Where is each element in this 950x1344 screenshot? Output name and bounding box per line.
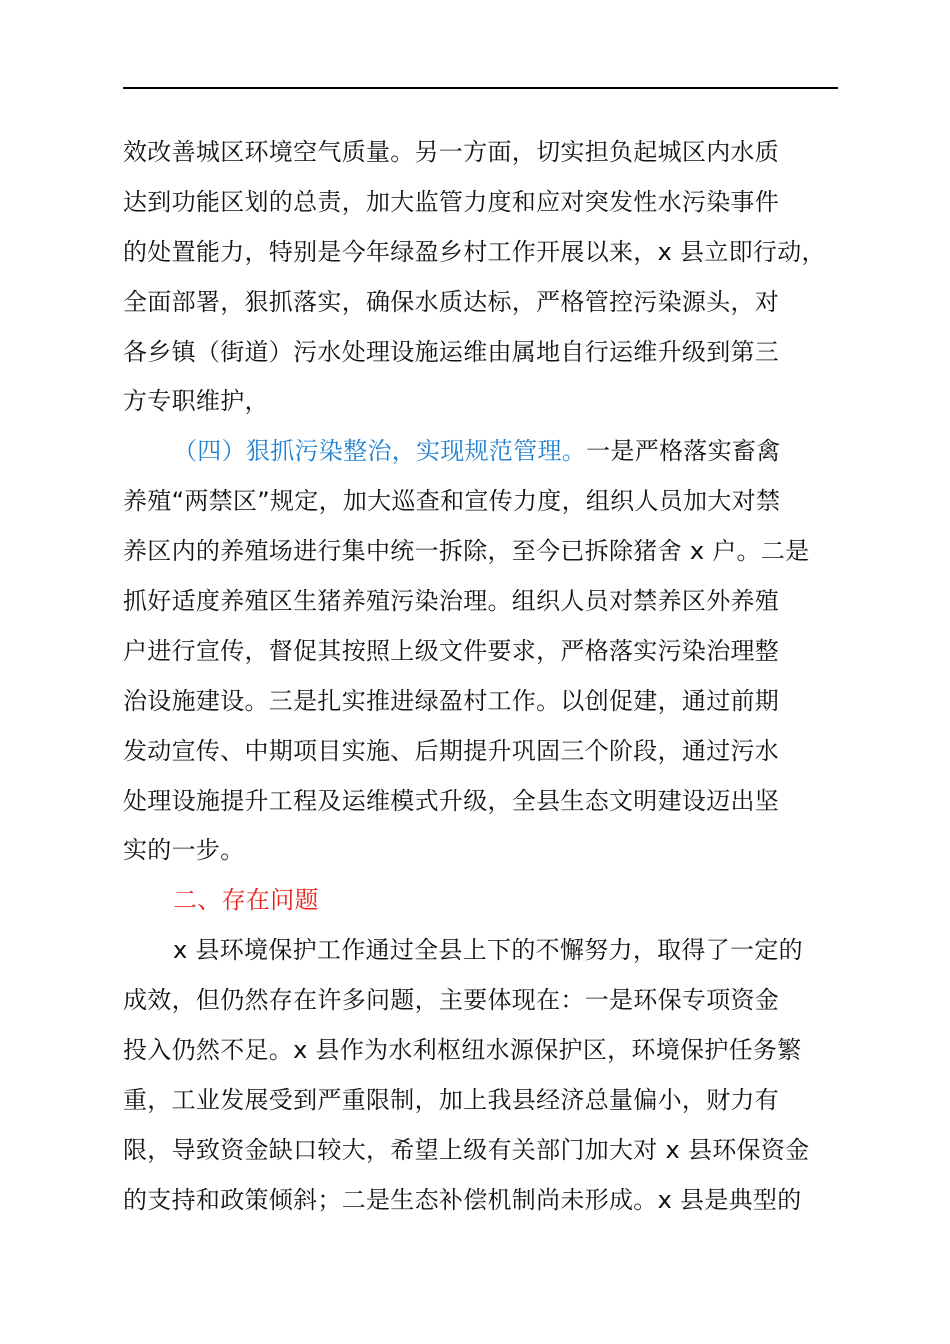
section4-heading: （四）狠抓污染整治，实现规范管理。 [173, 437, 587, 466]
body-line: x 县环境保护工作通过全县上下的不懈努力，取得了一定的 [173, 936, 803, 965]
body-line: 治设施建设。三是扎实推进绿盈村工作。以创促建，通过前期 [123, 686, 780, 715]
body-line: 发动宣传、中期项目实施、后期提升巩固三个阶段，通过污水 [123, 736, 780, 765]
body-line: 方专职维护， [123, 387, 269, 416]
section4-first-line [123, 427, 843, 477]
body-line: 各乡镇（街道）污水处理设施运维由属地自行运维升级到第三 [123, 337, 780, 366]
body-line: 限，导致资金缺口较大，希望上级有关部门加大对 x 县环保资金 [123, 1135, 810, 1164]
body-line: 的处置能力，特别是今年绿盈乡村工作开展以来，x 县立即行动， [123, 237, 826, 266]
body-line: 成效，但仍然存在许多问题，主要体现在：一是环保专项资金 [123, 986, 780, 1015]
body-line: 全面部署，狠抓落实，确保水质达标，严格管控污染源头，对 [123, 287, 780, 316]
header-rule [123, 87, 838, 89]
body-line: 实的一步。 [123, 836, 245, 865]
body-line: 养区内的养殖场进行集中统一拆除，至今已拆除猪舍 x 户。二是 [123, 537, 810, 566]
body-line: 效改善城区环境空气质量。另一方面，切实担负起城区内水质 [123, 138, 780, 166]
section-heading-problems: 二、存在问题 [173, 886, 319, 915]
section4-first-line-rest: 一是严格落实畜禽 [586, 437, 781, 466]
body-line: 抓好适度养殖区生猪养殖污染治理。组织人员对禁养区外养殖 [123, 587, 780, 616]
document-body [123, 128, 843, 1226]
body-line: 养殖“两禁区”规定，加大巡查和宣传力度，组织人员加大对禁 [123, 487, 781, 516]
body-line: 投入仍然不足。x 县作为水利枢纽水源保护区，环境保护任务繁 [123, 1036, 802, 1065]
body-line: 重，工业发展受到严重限制，加上我县经济总量偏小，财力有 [123, 1085, 780, 1114]
body-line: 达到功能区划的总责，加大监管力度和应对突发性水污染事件 [123, 187, 780, 216]
body-line: 的支持和政策倾斜；二是生态补偿机制尚未形成。x 县是典型的 [123, 1185, 802, 1214]
body-line: 处理设施提升工程及运维模式升级，全县生态文明建设迈出坚 [123, 786, 780, 815]
body-line: 户进行宣传，督促其按照上级文件要求，严格落实污染治理整 [123, 636, 780, 665]
